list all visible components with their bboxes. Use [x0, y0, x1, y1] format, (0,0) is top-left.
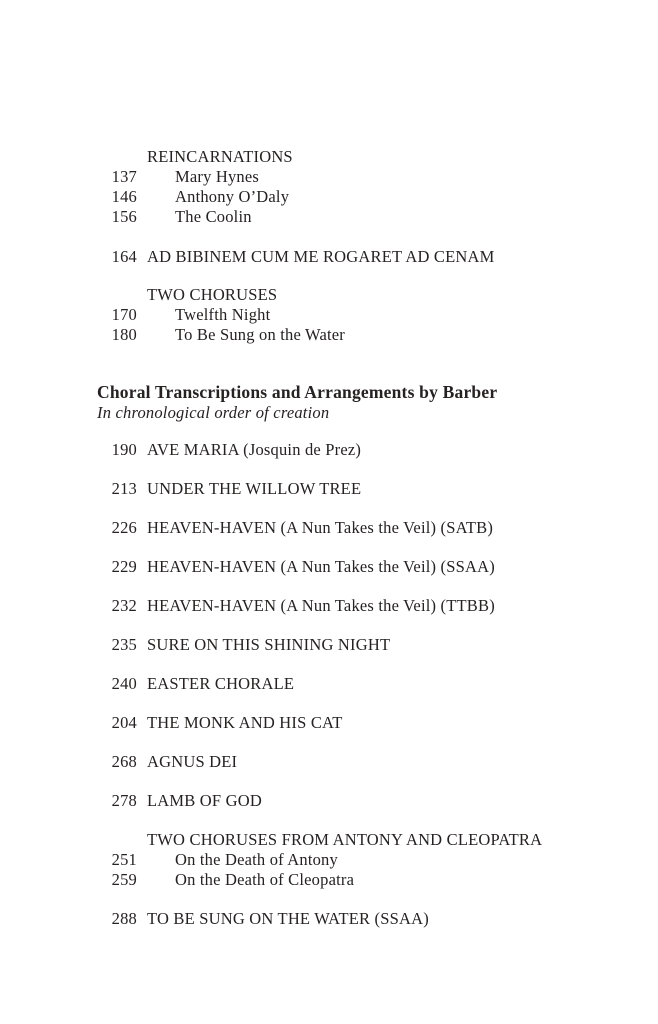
toc-entry-title: AGNUS DEI	[147, 752, 238, 771]
toc-sub-entry	[97, 850, 597, 870]
toc-entry	[97, 674, 597, 694]
toc-entry	[97, 909, 597, 929]
toc-group-title-row	[97, 147, 597, 167]
page-number: 278	[111, 791, 137, 810]
toc-entry	[97, 713, 597, 733]
page-number: 180	[111, 325, 137, 344]
toc-sub-entry	[97, 305, 597, 325]
toc-entry-title: AD BIBINEM CUM ME ROGARET AD CENAM	[147, 247, 495, 266]
page-number: 170	[111, 305, 137, 324]
section-heading-subtitle: In chronological order of creation	[97, 403, 330, 422]
toc-entry	[97, 518, 597, 538]
toc-entry	[97, 479, 597, 499]
section-heading	[97, 381, 597, 423]
toc-group-title: TWO CHORUSES FROM ANTONY AND CLEOPATRA	[147, 830, 543, 849]
table-of-contents	[97, 147, 597, 929]
toc-group-title: TWO CHORUSES	[147, 285, 278, 304]
page-number: 204	[111, 713, 137, 732]
toc-entry-title: Anthony O’Daly	[175, 187, 290, 206]
toc-entry-title: On the Death of Antony	[175, 850, 338, 869]
page-number: 229	[111, 557, 137, 576]
page-number: 137	[111, 167, 137, 186]
page-number: 288	[111, 909, 137, 928]
toc-sub-entry	[97, 325, 597, 345]
page-number: 164	[111, 247, 137, 266]
page-number: 156	[111, 207, 137, 226]
toc-entry	[97, 791, 597, 811]
page-number: 190	[111, 440, 137, 459]
toc-entry-title: UNDER THE WILLOW TREE	[147, 479, 362, 498]
toc-entry-title: EASTER CHORALE	[147, 674, 295, 693]
page-number: 146	[111, 187, 137, 206]
toc-entry-title: THE MONK AND HIS CAT	[147, 713, 343, 732]
section-heading-title: Choral Transcriptions and Arrangements by Barber	[97, 382, 498, 402]
toc-entry	[97, 596, 597, 616]
toc-entry-title: HEAVEN-HAVEN (A Nun Takes the Veil) (TTBB)	[147, 596, 495, 615]
toc-entry	[97, 635, 597, 655]
toc-sub-entry	[97, 187, 597, 207]
toc-sub-entry	[97, 167, 597, 187]
toc-group-title-row	[97, 285, 597, 305]
page-number: 268	[111, 752, 137, 771]
toc-entry	[97, 752, 597, 772]
toc-entry	[97, 440, 597, 460]
toc-entry-title: HEAVEN-HAVEN (A Nun Takes the Veil) (SATB)	[147, 518, 494, 537]
toc-sub-entry	[97, 207, 597, 227]
toc-entry-title: AVE MARIA (Josquin de Prez)	[147, 440, 362, 459]
page-number: 240	[111, 674, 137, 693]
page-number: 251	[111, 850, 137, 869]
page-number: 259	[111, 870, 137, 889]
toc-entry-title: TO BE SUNG ON THE WATER (SSAA)	[147, 909, 429, 928]
page-number: 226	[111, 518, 137, 537]
toc-sub-entry	[97, 870, 597, 890]
page-number: 232	[111, 596, 137, 615]
toc-entry-title: Mary Hynes	[175, 167, 260, 186]
toc-entry-title: LAMB OF GOD	[147, 791, 262, 810]
toc-entry-title: SURE ON THIS SHINING NIGHT	[147, 635, 391, 654]
page-number: 235	[111, 635, 137, 654]
toc-entry	[97, 557, 597, 577]
toc-entry-title: HEAVEN-HAVEN (A Nun Takes the Veil) (SSAA)	[147, 557, 495, 576]
toc-group-title-row	[97, 830, 597, 850]
toc-entry-title: On the Death of Cleopatra	[175, 870, 355, 889]
toc-group-title: REINCARNATIONS	[147, 147, 293, 166]
toc-entry	[97, 247, 597, 267]
toc-entry-title: Twelfth Night	[175, 305, 271, 324]
toc-entry-title: The Coolin	[175, 207, 252, 226]
toc-entry-title: To Be Sung on the Water	[175, 325, 345, 344]
page-number: 213	[111, 479, 137, 498]
